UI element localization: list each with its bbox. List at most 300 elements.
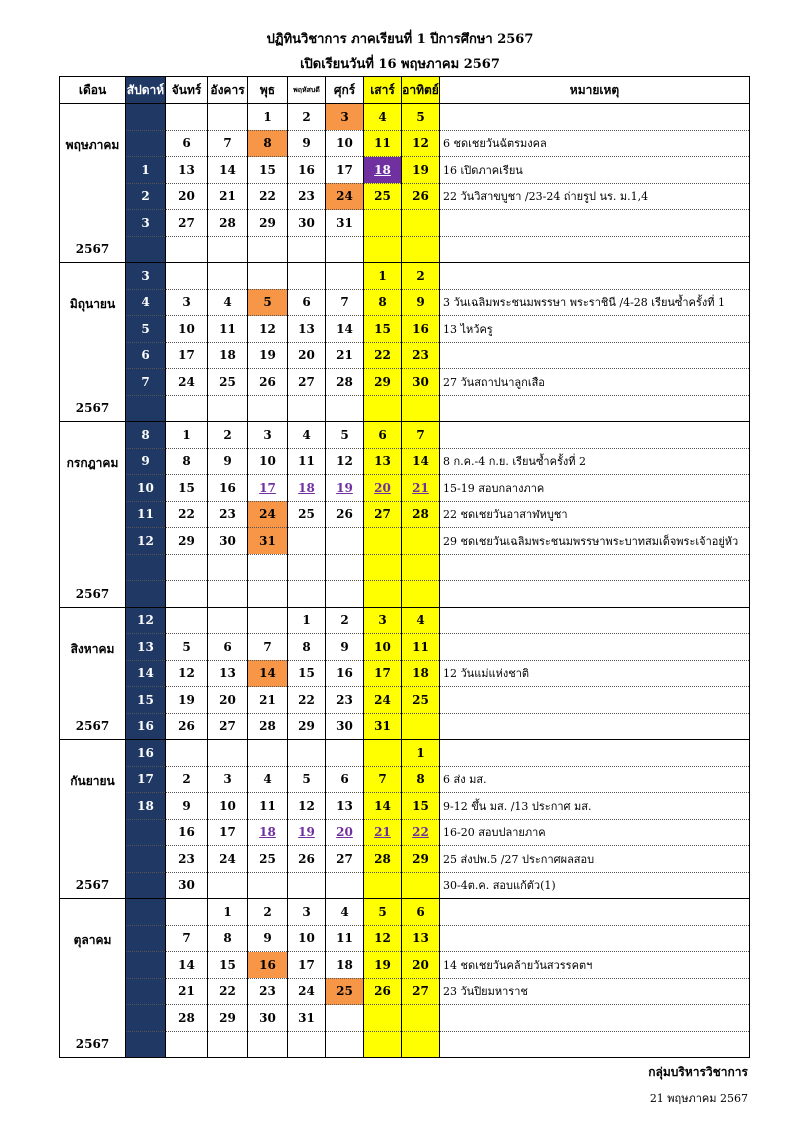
day-cell: 18 bbox=[326, 952, 364, 979]
header-row bbox=[60, 77, 750, 104]
header-mon: จันทร์ bbox=[166, 77, 208, 104]
day-cell: 6 bbox=[208, 634, 248, 661]
week-number bbox=[126, 952, 166, 979]
week-number: 16 bbox=[126, 740, 166, 767]
day-cell: 10 bbox=[208, 793, 248, 820]
day-cell: 13 bbox=[326, 793, 364, 820]
day-cell: 5 bbox=[326, 422, 364, 449]
day-cell: 10 bbox=[166, 316, 208, 343]
note-cell bbox=[440, 263, 750, 290]
day-cell bbox=[326, 872, 364, 899]
day-cell: 18 bbox=[364, 157, 402, 184]
note-cell: 3 วันเฉลิมพระชนมพรรษา พระราชินี /4-28 เรียนซ้ำครั้งที่ 1 bbox=[440, 289, 750, 316]
day-cell: 14 bbox=[248, 660, 288, 687]
day-cell: 14 bbox=[166, 952, 208, 979]
table-row bbox=[60, 660, 750, 687]
day-cell: 22 bbox=[364, 342, 402, 369]
day-cell: 13 bbox=[402, 925, 440, 952]
day-cell: 12 bbox=[364, 925, 402, 952]
day-cell: 29 bbox=[364, 369, 402, 396]
week-number: 6 bbox=[126, 342, 166, 369]
day-cell: 5 bbox=[288, 766, 326, 793]
month-cell bbox=[60, 607, 126, 740]
week-number: 12 bbox=[126, 528, 166, 555]
day-cell bbox=[288, 236, 326, 263]
day-cell: 9 bbox=[208, 448, 248, 475]
note-cell bbox=[440, 634, 750, 661]
week-number bbox=[126, 1005, 166, 1032]
week-number: 7 bbox=[126, 369, 166, 396]
day-cell: 23 bbox=[208, 501, 248, 528]
day-cell: 23 bbox=[248, 978, 288, 1005]
note-cell bbox=[440, 581, 750, 608]
day-cell: 2 bbox=[248, 899, 288, 926]
day-cell bbox=[288, 581, 326, 608]
table-row bbox=[60, 607, 750, 634]
day-cell: 1 bbox=[364, 263, 402, 290]
week-number bbox=[126, 581, 166, 608]
day-cell: 27 bbox=[208, 713, 248, 740]
day-cell: 17 bbox=[326, 157, 364, 184]
day-cell: 23 bbox=[402, 342, 440, 369]
month-name: พฤษภาคม bbox=[65, 138, 120, 152]
day-cell: 31 bbox=[248, 528, 288, 555]
note-cell: 27 วันสถาปนาลูกเสือ bbox=[440, 369, 750, 396]
day-cell: 6 bbox=[166, 130, 208, 157]
note-cell: 16 เปิดภาคเรียน bbox=[440, 157, 750, 184]
day-cell bbox=[166, 581, 208, 608]
day-cell: 21 bbox=[364, 819, 402, 846]
day-cell: 31 bbox=[288, 1005, 326, 1032]
day-cell bbox=[248, 740, 288, 767]
table-row bbox=[60, 104, 750, 131]
week-number: 13 bbox=[126, 634, 166, 661]
day-cell: 7 bbox=[248, 634, 288, 661]
day-cell: 2 bbox=[166, 766, 208, 793]
day-cell bbox=[326, 528, 364, 555]
day-cell: 27 bbox=[326, 846, 364, 873]
note-cell bbox=[440, 899, 750, 926]
table-row bbox=[60, 740, 750, 767]
calendar-table bbox=[59, 76, 750, 1058]
note-cell bbox=[440, 925, 750, 952]
day-cell: 25 bbox=[402, 687, 440, 714]
day-cell: 28 bbox=[326, 369, 364, 396]
week-number bbox=[126, 872, 166, 899]
day-cell: 23 bbox=[288, 183, 326, 210]
day-cell: 30 bbox=[326, 713, 364, 740]
day-cell: 17 bbox=[208, 819, 248, 846]
week-number bbox=[126, 1031, 166, 1058]
note-cell: 8 ก.ค.-4 ก.ย. เรียนซ้ำครั้งที่ 2 bbox=[440, 448, 750, 475]
day-cell bbox=[208, 872, 248, 899]
day-cell bbox=[402, 581, 440, 608]
day-cell: 21 bbox=[326, 342, 364, 369]
note-cell bbox=[440, 104, 750, 131]
day-cell: 15 bbox=[208, 952, 248, 979]
week-number: 12 bbox=[126, 607, 166, 634]
day-cell bbox=[364, 1031, 402, 1058]
day-cell: 8 bbox=[364, 289, 402, 316]
day-cell: 15 bbox=[402, 793, 440, 820]
day-cell: 19 bbox=[288, 819, 326, 846]
day-cell: 11 bbox=[402, 634, 440, 661]
day-cell bbox=[248, 263, 288, 290]
week-number: 16 bbox=[126, 713, 166, 740]
table-row bbox=[60, 157, 750, 184]
day-cell: 25 bbox=[364, 183, 402, 210]
day-cell: 12 bbox=[402, 130, 440, 157]
day-cell bbox=[166, 104, 208, 131]
week-number: 2 bbox=[126, 183, 166, 210]
day-cell: 30 bbox=[248, 1005, 288, 1032]
day-cell: 28 bbox=[248, 713, 288, 740]
day-cell: 9 bbox=[326, 634, 364, 661]
table-row bbox=[60, 581, 750, 608]
day-cell bbox=[364, 581, 402, 608]
note-cell bbox=[440, 1005, 750, 1032]
day-cell: 18 bbox=[402, 660, 440, 687]
table-row bbox=[60, 528, 750, 555]
month-year: 2567 bbox=[75, 242, 110, 256]
day-cell: 27 bbox=[288, 369, 326, 396]
day-cell: 20 bbox=[288, 342, 326, 369]
day-cell bbox=[402, 210, 440, 237]
day-cell bbox=[248, 607, 288, 634]
day-cell: 16 bbox=[166, 819, 208, 846]
week-number bbox=[126, 819, 166, 846]
day-cell: 4 bbox=[248, 766, 288, 793]
day-cell: 16 bbox=[402, 316, 440, 343]
day-cell: 24 bbox=[326, 183, 364, 210]
note-cell: 9-12 ขึ้น มส. /13 ประกาศ มส. bbox=[440, 793, 750, 820]
day-cell: 21 bbox=[166, 978, 208, 1005]
day-cell: 19 bbox=[326, 475, 364, 502]
day-cell: 10 bbox=[288, 925, 326, 952]
day-cell: 8 bbox=[166, 448, 208, 475]
month-name: กรกฎาคม bbox=[66, 456, 119, 470]
header-month: เดือน bbox=[60, 77, 126, 104]
day-cell bbox=[166, 1031, 208, 1058]
note-cell bbox=[440, 395, 750, 422]
day-cell: 25 bbox=[208, 369, 248, 396]
page-title: ปฏิทินวิชาการ ภาคเรียนที่ 1 ปีการศึกษา 2567 bbox=[266, 32, 534, 47]
day-cell: 8 bbox=[248, 130, 288, 157]
day-cell: 7 bbox=[364, 766, 402, 793]
day-cell: 9 bbox=[402, 289, 440, 316]
day-cell: 21 bbox=[402, 475, 440, 502]
day-cell bbox=[288, 1031, 326, 1058]
week-number: 14 bbox=[126, 660, 166, 687]
day-cell: 12 bbox=[248, 316, 288, 343]
day-cell: 18 bbox=[248, 819, 288, 846]
day-cell: 20 bbox=[166, 183, 208, 210]
note-cell: 29 ชดเชยวันเฉลิมพระชนมพรรษาพระบาทสมเด็จพระเจ้าอยู่หัว bbox=[440, 528, 750, 555]
month-year: 2567 bbox=[75, 586, 110, 601]
table-row bbox=[60, 899, 750, 926]
day-cell: 25 bbox=[326, 978, 364, 1005]
day-cell bbox=[326, 740, 364, 767]
note-cell: 6 ชดเชยวันฉัตรมงคล bbox=[440, 130, 750, 157]
day-cell: 11 bbox=[248, 793, 288, 820]
table-row bbox=[60, 369, 750, 396]
day-cell: 19 bbox=[402, 157, 440, 184]
header-wed: พุธ bbox=[248, 77, 288, 104]
day-cell: 26 bbox=[166, 713, 208, 740]
day-cell: 11 bbox=[326, 925, 364, 952]
table-row bbox=[60, 713, 750, 740]
month-name: กันยายน bbox=[70, 774, 115, 788]
day-cell: 4 bbox=[208, 289, 248, 316]
day-cell: 7 bbox=[166, 925, 208, 952]
day-cell: 5 bbox=[248, 289, 288, 316]
week-number bbox=[126, 899, 166, 926]
week-number: 8 bbox=[126, 422, 166, 449]
day-cell bbox=[248, 872, 288, 899]
day-cell: 14 bbox=[326, 316, 364, 343]
day-cell: 12 bbox=[288, 793, 326, 820]
day-cell: 8 bbox=[208, 925, 248, 952]
day-cell: 12 bbox=[326, 448, 364, 475]
day-cell: 30 bbox=[208, 528, 248, 555]
day-cell: 2 bbox=[402, 263, 440, 290]
table-row bbox=[60, 422, 750, 449]
day-cell: 26 bbox=[402, 183, 440, 210]
week-number: 15 bbox=[126, 687, 166, 714]
note-cell bbox=[440, 607, 750, 634]
day-cell: 31 bbox=[364, 713, 402, 740]
day-cell bbox=[166, 395, 208, 422]
day-cell: 11 bbox=[364, 130, 402, 157]
day-cell: 13 bbox=[364, 448, 402, 475]
day-cell: 1 bbox=[208, 899, 248, 926]
note-cell bbox=[440, 687, 750, 714]
day-cell: 1 bbox=[402, 740, 440, 767]
table-row bbox=[60, 766, 750, 793]
day-cell bbox=[364, 554, 402, 581]
table-row bbox=[60, 236, 750, 263]
day-cell bbox=[288, 528, 326, 555]
day-cell: 7 bbox=[326, 289, 364, 316]
day-cell: 22 bbox=[208, 978, 248, 1005]
day-cell bbox=[248, 1031, 288, 1058]
day-cell: 13 bbox=[208, 660, 248, 687]
week-number: 5 bbox=[126, 316, 166, 343]
day-cell bbox=[326, 263, 364, 290]
note-cell bbox=[440, 210, 750, 237]
note-cell bbox=[440, 342, 750, 369]
day-cell: 9 bbox=[248, 925, 288, 952]
day-cell bbox=[208, 395, 248, 422]
day-cell: 24 bbox=[166, 369, 208, 396]
day-cell bbox=[208, 607, 248, 634]
day-cell: 29 bbox=[208, 1005, 248, 1032]
note-cell: 23 วันปิยมหาราช bbox=[440, 978, 750, 1005]
table-row bbox=[60, 501, 750, 528]
day-cell bbox=[326, 1005, 364, 1032]
week-number: 3 bbox=[126, 210, 166, 237]
day-cell: 4 bbox=[288, 422, 326, 449]
day-cell: 4 bbox=[364, 104, 402, 131]
header-thu: พฤหัสบดี bbox=[288, 77, 326, 104]
day-cell bbox=[248, 395, 288, 422]
day-cell: 4 bbox=[326, 899, 364, 926]
day-cell: 10 bbox=[248, 448, 288, 475]
day-cell: 27 bbox=[364, 501, 402, 528]
day-cell bbox=[208, 581, 248, 608]
day-cell: 29 bbox=[402, 846, 440, 873]
table-row bbox=[60, 952, 750, 979]
day-cell bbox=[364, 1005, 402, 1032]
week-number: 18 bbox=[126, 793, 166, 820]
day-cell: 8 bbox=[288, 634, 326, 661]
day-cell: 24 bbox=[208, 846, 248, 873]
note-cell: 30-4ต.ค. สอบแก้ตัว(1) bbox=[440, 872, 750, 899]
week-number bbox=[126, 395, 166, 422]
day-cell: 15 bbox=[288, 660, 326, 687]
day-cell: 30 bbox=[166, 872, 208, 899]
day-cell: 6 bbox=[402, 899, 440, 926]
day-cell: 30 bbox=[402, 369, 440, 396]
day-cell: 31 bbox=[326, 210, 364, 237]
day-cell: 22 bbox=[288, 687, 326, 714]
day-cell: 28 bbox=[364, 846, 402, 873]
day-cell: 22 bbox=[248, 183, 288, 210]
day-cell bbox=[208, 554, 248, 581]
day-cell bbox=[326, 554, 364, 581]
day-cell bbox=[402, 1005, 440, 1032]
day-cell: 5 bbox=[166, 634, 208, 661]
header-sun: อาทิตย์ bbox=[402, 77, 440, 104]
day-cell: 10 bbox=[326, 130, 364, 157]
day-cell: 7 bbox=[208, 130, 248, 157]
day-cell bbox=[288, 872, 326, 899]
table-row bbox=[60, 846, 750, 873]
note-cell bbox=[440, 1031, 750, 1058]
table-row bbox=[60, 819, 750, 846]
day-cell: 17 bbox=[248, 475, 288, 502]
note-cell bbox=[440, 422, 750, 449]
day-cell bbox=[402, 236, 440, 263]
day-cell: 29 bbox=[166, 528, 208, 555]
day-cell: 20 bbox=[208, 687, 248, 714]
note-cell: 12 วันแม่แห่งชาติ bbox=[440, 660, 750, 687]
day-cell bbox=[288, 740, 326, 767]
day-cell: 9 bbox=[166, 793, 208, 820]
week-number bbox=[126, 554, 166, 581]
day-cell: 6 bbox=[326, 766, 364, 793]
month-name: ตุลาคม bbox=[73, 933, 112, 947]
day-cell: 6 bbox=[288, 289, 326, 316]
day-cell: 27 bbox=[166, 210, 208, 237]
day-cell: 19 bbox=[364, 952, 402, 979]
header-tue: อังคาร bbox=[208, 77, 248, 104]
day-cell: 3 bbox=[326, 104, 364, 131]
week-number bbox=[126, 236, 166, 263]
day-cell bbox=[402, 872, 440, 899]
week-number: 4 bbox=[126, 289, 166, 316]
day-cell: 20 bbox=[402, 952, 440, 979]
day-cell: 28 bbox=[402, 501, 440, 528]
note-cell bbox=[440, 554, 750, 581]
month-year: 2567 bbox=[75, 401, 110, 415]
note-cell: 16-20 สอบปลายภาค bbox=[440, 819, 750, 846]
day-cell bbox=[166, 554, 208, 581]
day-cell: 26 bbox=[326, 501, 364, 528]
day-cell: 13 bbox=[288, 316, 326, 343]
table-row bbox=[60, 793, 750, 820]
week-number bbox=[126, 978, 166, 1005]
table-row bbox=[60, 263, 750, 290]
day-cell: 19 bbox=[248, 342, 288, 369]
table-row bbox=[60, 634, 750, 661]
day-cell bbox=[208, 104, 248, 131]
month-cell bbox=[60, 104, 126, 263]
day-cell: 1 bbox=[248, 104, 288, 131]
day-cell: 1 bbox=[166, 422, 208, 449]
day-cell: 2 bbox=[326, 607, 364, 634]
day-cell: 13 bbox=[166, 157, 208, 184]
header-notes: หมายเหตุ bbox=[440, 77, 750, 104]
week-number: 10 bbox=[126, 475, 166, 502]
note-cell: 22 วันวิสาขบูชา /23-24 ถ่ายรูป นร. ม.1,4 bbox=[440, 183, 750, 210]
header-sat: เสาร์ bbox=[364, 77, 402, 104]
month-cell bbox=[60, 263, 126, 422]
day-cell bbox=[166, 607, 208, 634]
week-number bbox=[126, 130, 166, 157]
day-cell: 17 bbox=[166, 342, 208, 369]
day-cell: 23 bbox=[326, 687, 364, 714]
note-cell bbox=[440, 236, 750, 263]
note-cell: 25 ส่งปพ.5 /27 ประกาศผลสอบ bbox=[440, 846, 750, 873]
day-cell bbox=[166, 263, 208, 290]
day-cell: 22 bbox=[166, 501, 208, 528]
day-cell: 2 bbox=[288, 104, 326, 131]
day-cell: 16 bbox=[326, 660, 364, 687]
header-week: สัปดาห์ bbox=[126, 77, 166, 104]
day-cell bbox=[288, 263, 326, 290]
month-year: 2567 bbox=[75, 719, 110, 733]
week-number: 11 bbox=[126, 501, 166, 528]
day-cell: 18 bbox=[288, 475, 326, 502]
day-cell: 5 bbox=[364, 899, 402, 926]
day-cell: 20 bbox=[326, 819, 364, 846]
day-cell: 9 bbox=[288, 130, 326, 157]
note-cell bbox=[440, 713, 750, 740]
day-cell bbox=[208, 740, 248, 767]
day-cell: 3 bbox=[208, 766, 248, 793]
day-cell: 29 bbox=[248, 210, 288, 237]
day-cell: 28 bbox=[166, 1005, 208, 1032]
day-cell bbox=[402, 713, 440, 740]
table-row bbox=[60, 1005, 750, 1032]
day-cell: 30 bbox=[288, 210, 326, 237]
day-cell bbox=[364, 395, 402, 422]
day-cell: 4 bbox=[402, 607, 440, 634]
day-cell: 25 bbox=[248, 846, 288, 873]
day-cell bbox=[208, 263, 248, 290]
month-cell bbox=[60, 899, 126, 1058]
note-cell: 22 ชดเชยวันอาสาฬหบูชา bbox=[440, 501, 750, 528]
day-cell: 21 bbox=[248, 687, 288, 714]
note-cell bbox=[440, 740, 750, 767]
day-cell: 23 bbox=[166, 846, 208, 873]
day-cell bbox=[288, 395, 326, 422]
header-fri: ศุกร์ bbox=[326, 77, 364, 104]
day-cell bbox=[248, 554, 288, 581]
day-cell: 17 bbox=[288, 952, 326, 979]
day-cell: 3 bbox=[288, 899, 326, 926]
